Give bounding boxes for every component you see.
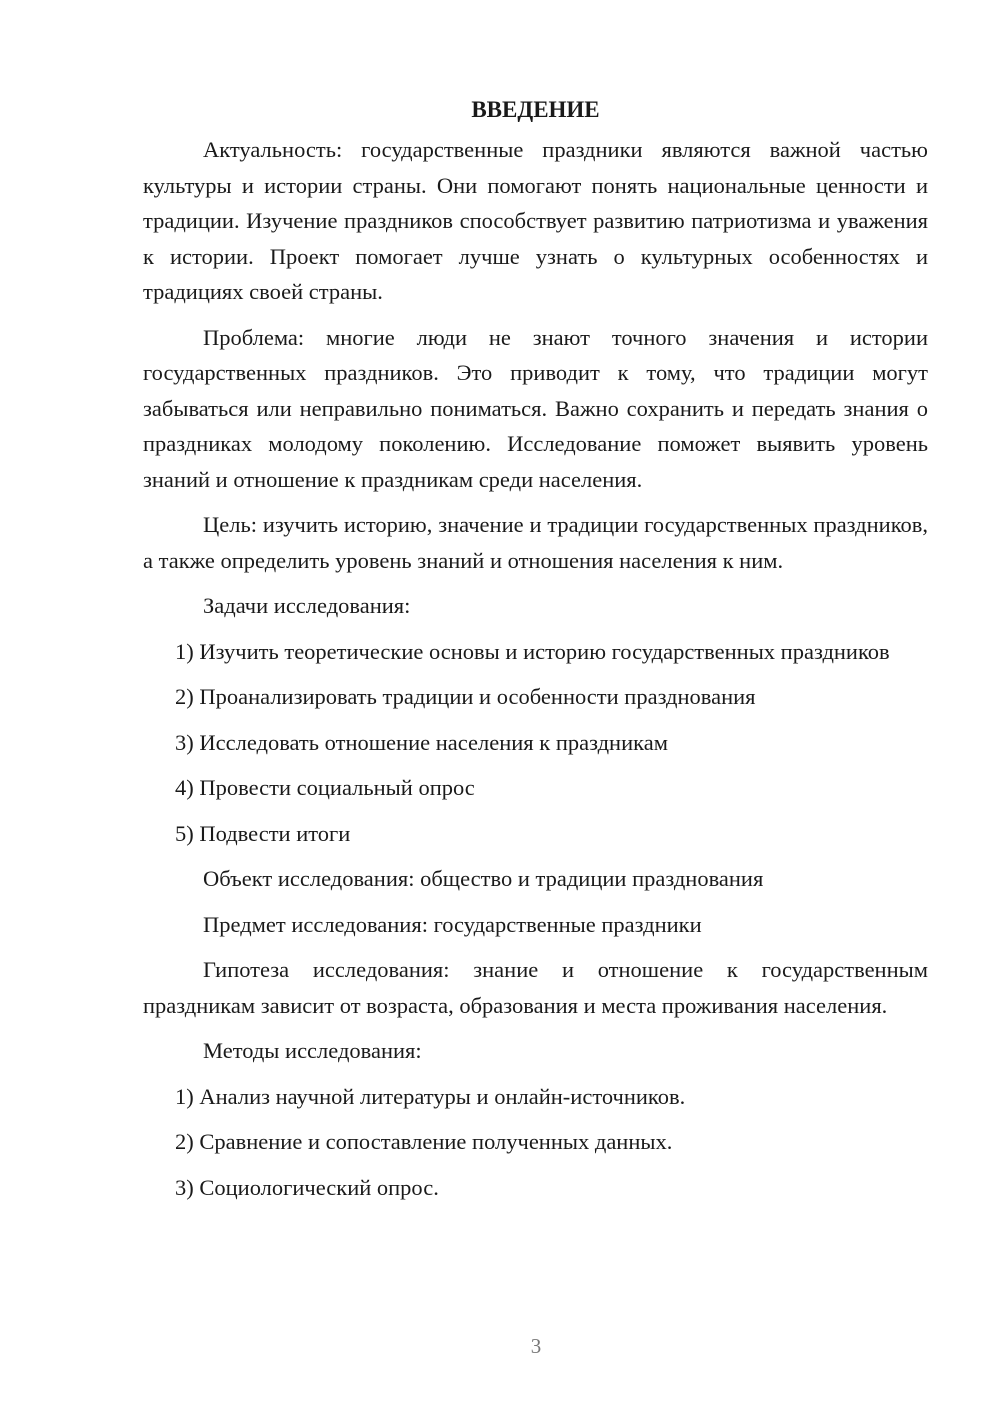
task-item: 5) Подвести итоги: [175, 820, 351, 846]
research-subject: Предмет исследования: государственные праздники: [203, 911, 702, 937]
task-item: 2) Проанализировать традиции и особенности празднования: [175, 684, 756, 709]
research-object: Объект исследования: общество и традиции празднования: [203, 866, 764, 891]
problem-paragraph: Проблема: многие люди не знают точного значения и истории государственных праздников. Это приводит к тому, что традиции могут забываться или неправильно пониматься. Важно сохранить и передать знания о праздниках молодому поколению. Исследование поможет выявить уровень знаний и отношение к праздникам среди населения.: [143, 324, 928, 492]
method-item: 1) Анализ научной литературы и онлайн-источников.: [175, 1083, 686, 1109]
relevance-paragraph: Актуальность: государственные праздники являются важной частью культуры и истории страны. Они помогают понять национальные ценности и традиции. Изучение праздников способствует развитию патриотизма и уважения к истории. Проект помогает лучше узнать о культурных особенностях и традициях своей страны.: [143, 137, 928, 304]
task-item: 4) Провести социальный опрос: [175, 775, 475, 800]
page-title: ВВЕДЕНИЕ: [471, 97, 600, 122]
methods-label: Методы исследования:: [203, 1038, 422, 1063]
document-page: [143, 92, 928, 1215]
method-item: 3) Социологический опрос.: [175, 1174, 439, 1200]
task-item: 3) Исследовать отношение населения к праздникам: [175, 729, 668, 755]
task-item: 1) Изучить теоретические основы и историю государственных праздников: [175, 638, 890, 664]
hypothesis-paragraph: Гипотеза исследования: знание и отношение к государственным праздникам зависит от возраста, образования и места проживания населения.: [143, 957, 928, 1018]
tasks-label: Задачи исследования:: [203, 593, 411, 618]
method-item: 2) Сравнение и сопоставление полученных данных.: [175, 1129, 673, 1154]
page-number: 3: [530, 1334, 542, 1358]
goal-paragraph: Цель: изучить историю, значение и традиции государственных праздников, а также определить уровень знаний и отношения населения к ним.: [143, 512, 928, 573]
